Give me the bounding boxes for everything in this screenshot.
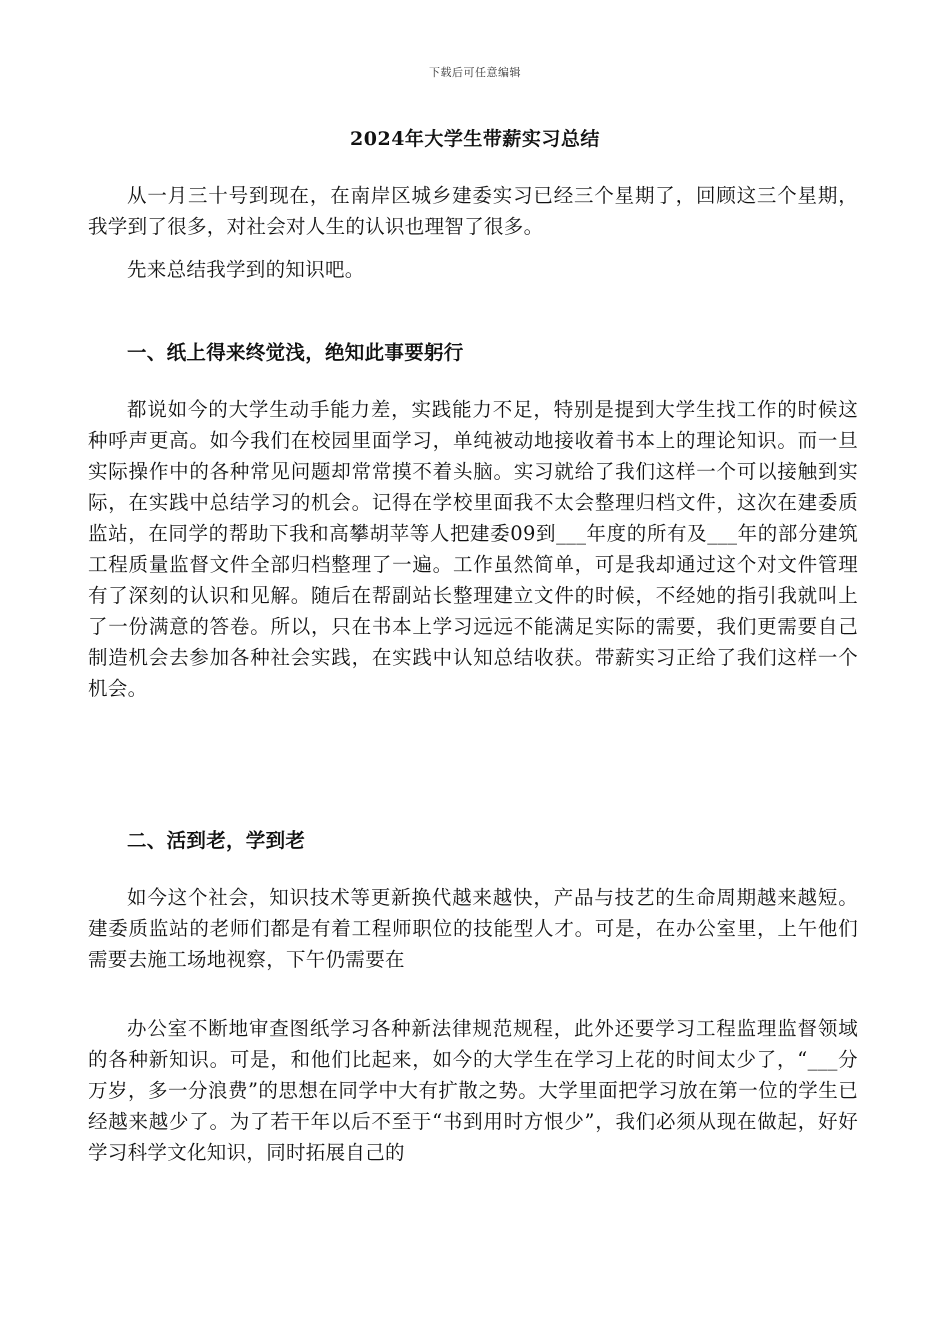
paragraph-intro xyxy=(88,180,858,242)
paragraph-text: 从一月三十号到现在，在南岸区城乡建委实习已经三个星期了，回顾这三个星期，我学到了很多，对社会对人生的认识也理智了很多。 xyxy=(88,184,858,238)
paragraph-text: 先来总结我学到的知识吧。 xyxy=(127,258,365,281)
paragraph-text: 办公室不断地审查图纸学习各种新法律规范规程，此外还要学习工程监理监督领域的各种新知识。可是，和他们比起来，如今的大学生在学习上花的时间太少了，“___分万岁，多一分浪费”的思想在同学中大有扩散之势。大学里面把学习放在第一位的学生已经越来越少了。为了若干年以后不至于“书到用时方恨少”，我们必须从现在做起，好好学习科学文化知识，同时拓展自己的 xyxy=(88,1017,858,1164)
heading-text: 一、纸上得来终觉浅，绝知此事要躬行 xyxy=(127,341,464,364)
paragraph-text: 如今这个社会，知识技术等更新换代越来越快，产品与技艺的生命周期越来越短。建委质监站的老师们都是有着工程师职位的技能型人才。可是，在办公室里，上午他们需要去施工场地视察，下午仍需要在 xyxy=(88,886,858,971)
section-heading-1 xyxy=(88,337,858,368)
paragraph-lead xyxy=(88,254,858,285)
paragraph-text: 都说如今的大学生动手能力差，实践能力不足，特别是提到大学生找工作的时候这种呼声更高。如今我们在校园里面学习，单纯被动地接收着书本上的理论知识。而一旦实际操作中的各种常见问题却常常摸不着头脑。实习就给了我们这样一个可以接触到实际，在实践中总结学习的机会。记得在学校里面我不太会整理归档文件，这次在建委质监站，在同学的帮助下我和高攀胡苹等人把建委09到___年度的所有及___年的部分建筑工程质量监督文件全部归档整理了一遍。工作虽然简单，可是我却通过这个对文件管理有了深刻的认识和见解。随后在帮副站长整理建立文件的时候，不经她的指引我就叫上了一份满意的答卷。所以，只在书本上学习远远不能满足实际的需要，我们更需要自己制造机会去参加各种社会实践，在实践中认知总结收获。带薪实习正给了我们这样一个机会。 xyxy=(88,398,858,700)
heading-text: 二、活到老，学到老 xyxy=(127,829,306,852)
paragraph-continued xyxy=(88,1013,858,1168)
paragraph-lifelong-learning xyxy=(88,882,858,975)
document-title: 2024年大学生带薪实习总结 xyxy=(350,128,600,150)
section-heading-2 xyxy=(88,825,858,856)
page-header: 下载后可任意编辑 xyxy=(429,66,521,79)
paragraph-practice xyxy=(88,394,858,704)
